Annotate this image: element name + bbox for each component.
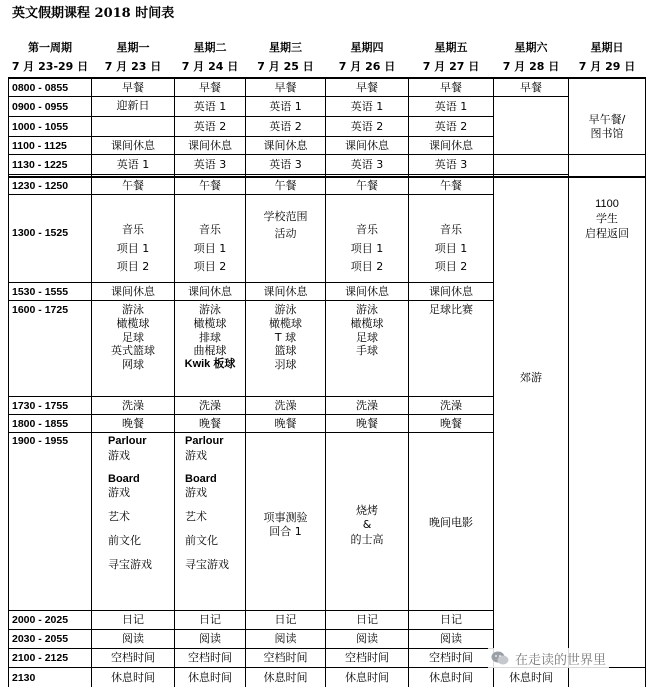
- time-slot: 1100 - 1125: [12, 139, 67, 152]
- cell-mon-break: 课间休息: [111, 138, 155, 152]
- text-treasure: 寻宝游戏: [108, 557, 152, 571]
- cell-thu-english3: 英语 3: [350, 157, 384, 171]
- cell-mon-shower: 洗澡: [122, 398, 144, 412]
- time-slot: 1230 - 1250: [12, 180, 69, 192]
- time-slot: 1730 - 1755: [12, 399, 69, 412]
- time-slot: 1000 - 1055: [12, 120, 69, 133]
- cell-tue-english3: 英语 3: [193, 157, 227, 171]
- cell-mon-evening: [92, 433, 174, 610]
- header-day-thu: 星期四: [350, 41, 384, 55]
- cell-tue-lunch: 午餐: [199, 179, 221, 193]
- cell-thu-dinner: 晚餐: [356, 416, 378, 430]
- text-item2: 项目 2: [193, 260, 227, 274]
- text-board: Board: [185, 472, 217, 485]
- text-rugby: 橄榄球: [116, 316, 150, 330]
- text-quiz-round: 回合 1: [269, 524, 302, 538]
- text-music: 音乐: [199, 223, 221, 236]
- cell-sat-excursion: 郊游: [520, 371, 542, 385]
- header-day-mon: 星期一: [116, 41, 150, 55]
- text-item2: 项目 2: [350, 260, 384, 274]
- header-date-thu: 7 月 26 日: [338, 60, 396, 74]
- cell-wed-diary: 日记: [274, 613, 297, 627]
- cell-sat-rest: 休息时间: [509, 670, 553, 684]
- time-slot: 1600 - 1725: [12, 304, 69, 316]
- text-art: 艺术: [185, 510, 207, 523]
- text-art: 艺术: [108, 510, 130, 523]
- cell-wed-english3: 英语 3: [269, 157, 302, 171]
- text-handball: 手球: [356, 344, 378, 358]
- cell-thu-break2: 课间休息: [345, 284, 389, 298]
- cell-thu-bbq: [326, 433, 408, 610]
- cell-thu-sports: [326, 301, 408, 396]
- text-hockey: 曲棍球: [193, 344, 227, 358]
- cell-mon-sports: [92, 301, 174, 396]
- cell-thu-diary: 日记: [356, 613, 378, 627]
- text-football: 足球: [122, 330, 144, 344]
- text-and: &: [362, 518, 372, 532]
- cell-thu-lunch: 午餐: [356, 179, 378, 193]
- text-quiz: 项事测验: [263, 510, 308, 524]
- text-return-time: 1100: [595, 198, 619, 210]
- cell-wed-quiz: [246, 433, 325, 610]
- time-slot: 2130: [12, 671, 36, 684]
- text-game: 游戏: [185, 486, 207, 500]
- text-basketball: 篮球: [274, 344, 297, 358]
- text-rugby: 橄榄球: [269, 316, 302, 330]
- cell-wed-lunch: 午餐: [274, 179, 297, 193]
- cell-fri-music: [409, 195, 493, 282]
- cell-thu-break: 课间休息: [345, 138, 389, 152]
- text-game: 游戏: [185, 448, 207, 462]
- text-tball: T 球: [274, 330, 297, 344]
- text-music: 音乐: [440, 223, 462, 236]
- cell-mon-rest: 休息时间: [111, 670, 155, 684]
- text-swim: 游泳: [274, 303, 297, 316]
- text-badminton: 羽球: [274, 358, 297, 371]
- cell-thu-english2: 英语 2: [350, 119, 384, 133]
- header-date-sun: 7 月 29 日: [578, 60, 636, 74]
- cell-mon-free: 空档时间: [111, 651, 155, 665]
- time-slot: 0800 - 0855: [12, 81, 69, 94]
- time-slot: 0900 - 0955: [12, 100, 69, 113]
- cell-fri-english3: 英语 3: [434, 157, 468, 171]
- wechat-icon: [491, 650, 509, 666]
- text-swim: 游泳: [199, 303, 221, 316]
- text-game: 游戏: [108, 448, 130, 462]
- cell-fri-reading: 阅读: [440, 632, 462, 646]
- header-date-period: 7 月 23-29 日: [11, 60, 89, 74]
- cell-fri-football-match: 足球比赛: [429, 303, 473, 316]
- cell-mon-music: [92, 195, 174, 282]
- header-day-fri: 星期五: [434, 41, 468, 55]
- text-item1: 项目 1: [434, 241, 468, 255]
- cell-wed-campus-activity: [246, 195, 325, 282]
- cell-thu-free: 空档时间: [345, 651, 389, 665]
- text-tennis: 网球: [122, 358, 144, 371]
- cell-tue-evening: [175, 433, 245, 610]
- text-culture: 前文化: [185, 533, 218, 547]
- cell-fri-rest: 休息时间: [429, 670, 473, 684]
- text-bbq: 烧烤: [356, 504, 378, 518]
- cell-wed-shower: 洗澡: [274, 398, 297, 412]
- cell-wed-dinner: 晚餐: [274, 416, 297, 430]
- text-item2: 项目 2: [116, 260, 150, 274]
- text-football: 足球: [356, 330, 378, 344]
- cell-fri-movie: 晚间电影: [429, 515, 473, 529]
- cell-tue-breakfast: 早餐: [199, 80, 221, 94]
- text-item1: 项目 1: [193, 241, 227, 255]
- text-parlour: Parlour: [108, 435, 147, 447]
- header-date-sat: 7 月 28 日: [502, 60, 560, 74]
- cell-tue-sports: [175, 301, 245, 396]
- cell-fri-shower: 洗澡: [440, 398, 462, 412]
- time-slot: 1300 - 1525: [12, 227, 69, 239]
- cell-wed-english2: 英语 2: [269, 119, 302, 133]
- header-date-wed: 7 月 25 日: [257, 60, 314, 74]
- cell-wed-english1: 英语 1: [269, 99, 302, 113]
- time-slot: 2100 - 2125: [12, 652, 69, 664]
- cell-tue-break2: 课间休息: [188, 284, 232, 298]
- cell-fri-free: 空档时间: [429, 651, 473, 665]
- text-music: 音乐: [122, 223, 144, 236]
- watermark-text: 在走读的世界里: [515, 652, 607, 668]
- cell-tue-english2: 英语 2: [193, 119, 227, 133]
- text-uk-basketball: 英式篮球: [111, 344, 155, 358]
- text-treasure: 寻宝游戏: [185, 557, 229, 571]
- time-slot: 1130 - 1225: [12, 158, 68, 171]
- cell-wed-breakfast: 早餐: [274, 80, 297, 94]
- cell-fri-diary: 日记: [440, 613, 462, 627]
- cell-sat-breakfast: 早餐: [520, 80, 542, 94]
- cell-mon-lunch: 午餐: [122, 179, 144, 193]
- text-depart: 启程返回: [585, 226, 629, 240]
- text-brunch: 早午餐/: [588, 112, 626, 126]
- time-slot: 1900 - 1955: [12, 435, 69, 447]
- cell-mon-english1: 英语 1: [116, 157, 150, 171]
- cell-tue-diary: 日记: [199, 613, 221, 627]
- cell-fri-break2: 课间休息: [429, 284, 473, 298]
- header-date-fri: 7 月 27 日: [422, 60, 480, 74]
- cell-tue-music: [175, 195, 245, 282]
- cell-sun-brunch: [569, 79, 645, 174]
- text-disco: 的士高: [350, 532, 384, 546]
- header-day-sat: 星期六: [514, 41, 548, 55]
- cell-thu-breakfast: 早餐: [356, 80, 378, 94]
- cell-mon-reading: 阅读: [122, 632, 144, 646]
- text-item2: 项目 2: [434, 260, 468, 274]
- cell-fri-break: 课间休息: [429, 138, 473, 152]
- text-library: 图书馆: [590, 126, 624, 140]
- cell-sun-return: [569, 195, 645, 285]
- text-item1: 项目 1: [116, 241, 150, 255]
- time-slot: 2000 - 2025: [12, 614, 69, 626]
- text-game: 游戏: [108, 486, 130, 500]
- cell-wed-break: 课间休息: [263, 138, 308, 152]
- cell-tue-free: 空档时间: [188, 651, 232, 665]
- text-students: 学生: [596, 211, 618, 225]
- text-campus-activity: 学校范围活动: [263, 210, 308, 240]
- text-item1: 项目 1: [350, 241, 384, 255]
- header-day-sun: 星期日: [590, 41, 624, 55]
- cell-thu-english1: 英语 1: [350, 99, 384, 113]
- text-rugby: 橄榄球: [350, 316, 384, 330]
- cell-thu-rest: 休息时间: [345, 670, 389, 684]
- cell-mon-break2: 课间休息: [111, 284, 155, 298]
- cell-tue-rest: 休息时间: [188, 670, 232, 684]
- text-softball: 排球: [199, 330, 221, 344]
- cell-fri-lunch: 午餐: [440, 179, 462, 193]
- cell-wed-sports: [246, 301, 325, 396]
- cell-thu-shower: 洗澡: [356, 398, 378, 412]
- cell-fri-breakfast: 早餐: [440, 80, 462, 94]
- text-swim: 游泳: [356, 303, 378, 316]
- header-day-period: 第一周期: [28, 41, 72, 55]
- cell-thu-music: [326, 195, 408, 282]
- cell-fri-english1: 英语 1: [434, 99, 468, 113]
- cell-fri-dinner: 晚餐: [440, 416, 462, 430]
- watermark: [488, 648, 609, 668]
- text-kwik: Kwik 板球: [184, 358, 236, 370]
- cell-mon-breakfast: 早餐: [122, 80, 144, 94]
- cell-mon-diary: 日记: [122, 613, 144, 627]
- page-title: 英文假期课程 2018 时间表: [12, 6, 175, 21]
- time-slot: 1530 - 1555: [12, 285, 69, 298]
- text-swim: 游泳: [122, 303, 144, 316]
- cell-tue-shower: 洗澡: [199, 398, 221, 412]
- time-slot: 1800 - 1855: [12, 417, 69, 430]
- text-board: Board: [108, 472, 140, 485]
- cell-wed-break2: 课间休息: [263, 284, 308, 298]
- cell-mon-welcome: 迎新日: [116, 99, 150, 112]
- header-date-tue: 7 月 24 日: [181, 60, 239, 74]
- text-music: 音乐: [356, 223, 378, 236]
- cell-tue-break: 课间休息: [188, 138, 232, 152]
- cell-mon-dinner: 晚餐: [122, 416, 144, 430]
- text-culture: 前文化: [108, 533, 141, 547]
- cell-tue-dinner: 晚餐: [199, 416, 221, 430]
- cell-fri-english2: 英语 2: [434, 119, 468, 133]
- cell-wed-free: 空档时间: [263, 651, 308, 665]
- time-slot: 2030 - 2055: [12, 633, 69, 645]
- cell-thu-reading: 阅读: [356, 632, 378, 646]
- text-parlour: Parlour: [185, 435, 224, 447]
- cell-wed-reading: 阅读: [274, 632, 297, 646]
- header-day-tue: 星期二: [193, 41, 227, 55]
- header-day-wed: 星期三: [269, 41, 302, 55]
- cell-tue-reading: 阅读: [199, 632, 221, 646]
- header-date-mon: 7 月 23 日: [104, 60, 162, 74]
- text-rugby: 橄榄球: [193, 316, 227, 330]
- cell-tue-english1: 英语 1: [193, 99, 227, 113]
- cell-wed-rest: 休息时间: [263, 670, 308, 684]
